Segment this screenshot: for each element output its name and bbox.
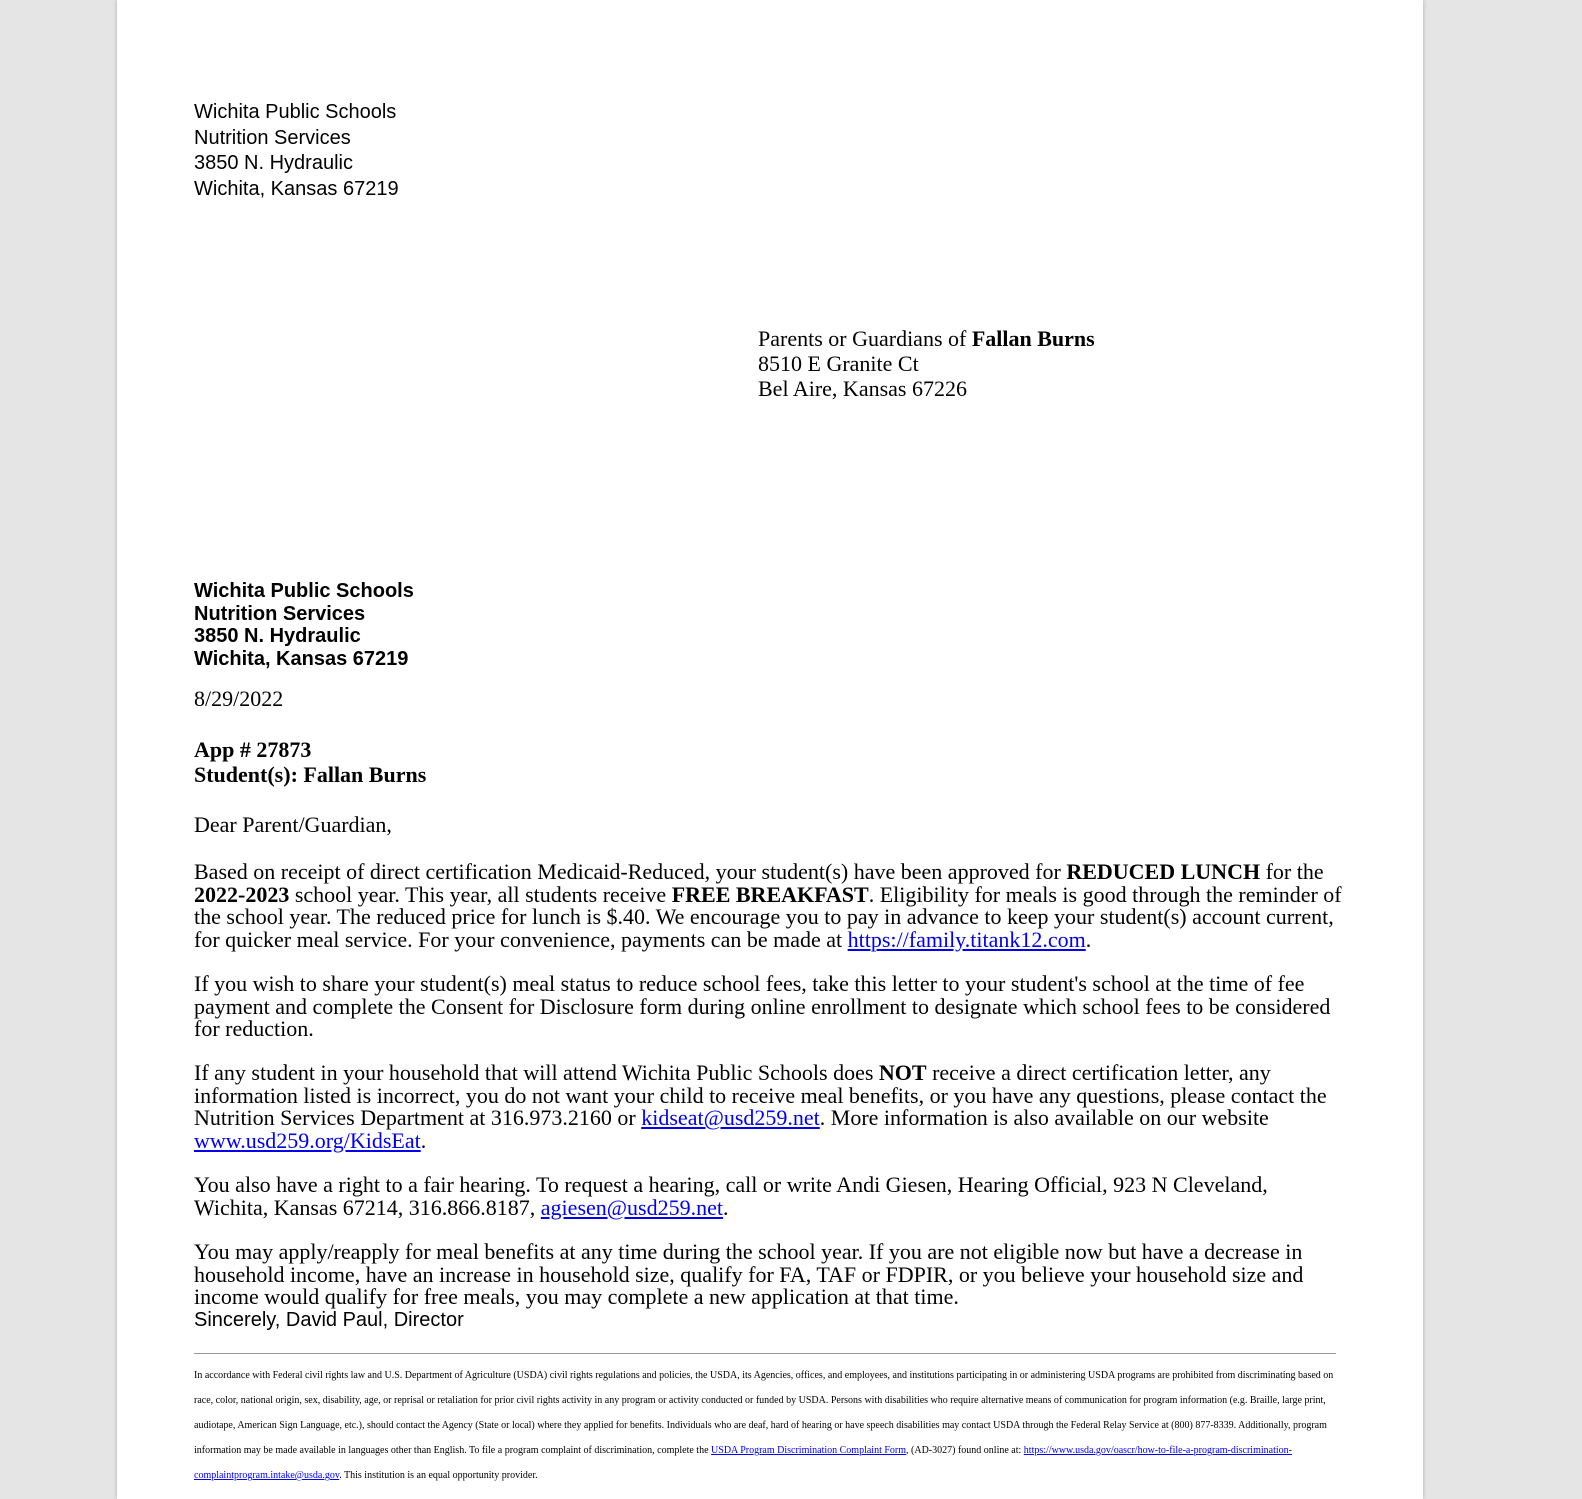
recipient-city: Bel Aire, Kansas 67226	[758, 376, 967, 401]
students-label: Student(s): Fallan Burns	[194, 762, 427, 787]
p3-text-4: .	[420, 1127, 427, 1153]
return-address-line2: Nutrition Services	[194, 126, 351, 149]
p3-text-1: If any student in your household that will attend Wichita Public Schools does	[194, 1060, 879, 1085]
application-info	[194, 737, 426, 787]
kidseat-website-link[interactable]: www.usd259.org/KidsEat	[194, 1127, 421, 1153]
contact-paragraph	[194, 1062, 1344, 1152]
footer-text-2: , (AD-3027) found online at:	[906, 1445, 1024, 1456]
p1-text-4: . Eligibility for meals is good through the reminder of the school year. The reduced price for lunch is $.40. We encourage you to pay in advance to keep your student(s) account current, for quicker meal service. For your convenience, payments can be made at	[194, 881, 1342, 952]
p1-text-5: .	[1085, 926, 1092, 952]
letterhead-line3: 3850 N. Hydraulic	[194, 625, 361, 647]
kidseat-email-link[interactable]: kidseat@usd259.net	[641, 1105, 820, 1130]
letterhead-line4: Wichita, Kansas 67219	[194, 647, 409, 670]
recipient-street: 8510 E Granite Ct	[758, 351, 919, 376]
eligibility-paragraph	[194, 861, 1344, 951]
recipient-name-line	[758, 326, 1095, 351]
footer-text-3: . This institution is an equal opportunity provider.	[339, 1470, 538, 1481]
fee-reduction-paragraph: If you wish to share your student(s) meal status to reduce school fees, take this letter to your student's school at the time of fee payment and complete the Consent for Disclosure form during online enrollment to designate which school fees to be considered for reduction.	[194, 971, 1331, 1041]
titank12-payment-link[interactable]: https://family.titank12.com	[847, 926, 1086, 952]
p1-text-1: Based on receipt of direct certification Medicaid-Reduced, your student(s) have been approved for	[194, 859, 1067, 884]
complaint-form-link[interactable]: USDA Program Discrimination Complaint Form	[711, 1445, 907, 1456]
letterhead-line2: Nutrition Services	[194, 602, 366, 625]
reduced-lunch-label: REDUCED LUNCH	[1066, 859, 1261, 884]
return-address	[194, 100, 399, 202]
letterhead-address	[194, 580, 414, 670]
p1-text-3: school year. This year, all students receive	[289, 881, 672, 907]
p3-text-3: . More information is also available on our website	[819, 1105, 1269, 1130]
letterhead-line1: Wichita Public Schools	[194, 580, 414, 602]
reapply-paragraph: You may apply/reapply for meal benefits at any time during the school year. If you are not eligible now but have a decrease in household income, have an increase in household size, qualify for FA, TAF or FDPIR, or you believe your household size and income would qualify for free meals, you may complete a new application at that time.	[194, 1239, 1304, 1309]
free-breakfast-label: FREE BREAKFAST	[671, 881, 869, 907]
p3-text-2: receive a direct certification letter, any information listed is incorrect, you do not want your child to receive meal benefits, or you have any questions, please contact the Nutrition Services Department at 316.973.2160 or	[194, 1060, 1327, 1130]
letter-page	[117, 0, 1423, 1499]
p4-text-1: You also have a right to a fair hearing. To request a hearing, call or write Andi Giesen, Hearing Official, 923 N Cleveland, Wichita, Kansas 67214, 316.866.8187,	[194, 1172, 1268, 1220]
return-address-line4: Wichita, Kansas 67219	[194, 177, 399, 200]
letter-date: 8/29/2022	[194, 686, 284, 711]
signoff: Sincerely, David Paul, Director	[194, 1309, 464, 1331]
fair-hearing-paragraph	[194, 1174, 1344, 1219]
p4-text-2: .	[722, 1194, 729, 1220]
footer-divider	[194, 1353, 1336, 1354]
recipient-address	[758, 326, 1095, 401]
p1-text-2: for the	[1260, 859, 1324, 884]
usda-complaint-url-link[interactable]: https://www.usda.gov/oascr/how-to-file-a-program-discrimination-complaintprogram.intake@usda.gov	[194, 1445, 1292, 1481]
hearing-official-email-link[interactable]: agiesen@usd259.net	[540, 1194, 723, 1220]
return-address-line1: Wichita Public Schools	[194, 101, 397, 123]
footer-text-1: In accordance with Federal civil rights law and U.S. Department of Agriculture (USDA) civil rights regulations and policies, the USDA, its Agencies, offices, and employees, and institutions participating in or administering USDA programs are prohibited from discriminating based on race, color, national origin, sex, disability, age, or reprisal or retaliation for prior civil rights activity in any program or activity conducted or funded by USDA. Persons with disabilities who require alternative means of communication for program information (e.g. Braille, large print, audiotape, American Sign Language, etc.), should contact the Agency (State or local) where they applied for benefits. Individuals who are deaf, hard of hearing or have speech disabilities may contact USDA through the Federal Relay Service at (800) 877-8339. Additionally, program information may be made available in languages other than English. To file a program complaint of discrimination, complete the	[194, 1370, 1334, 1456]
not-emphasis: NOT	[878, 1060, 927, 1085]
return-address-line3: 3850 N. Hydraulic	[194, 152, 353, 174]
recipient-prefix: Parents or Guardians of	[758, 326, 972, 351]
school-year-label: 2022-2023	[194, 881, 290, 907]
greeting: Dear Parent/Guardian,	[194, 812, 392, 837]
nondiscrimination-statement	[194, 1363, 1344, 1488]
app-number: App # 27873	[194, 737, 312, 762]
recipient-name: Fallan Burns	[971, 326, 1095, 351]
